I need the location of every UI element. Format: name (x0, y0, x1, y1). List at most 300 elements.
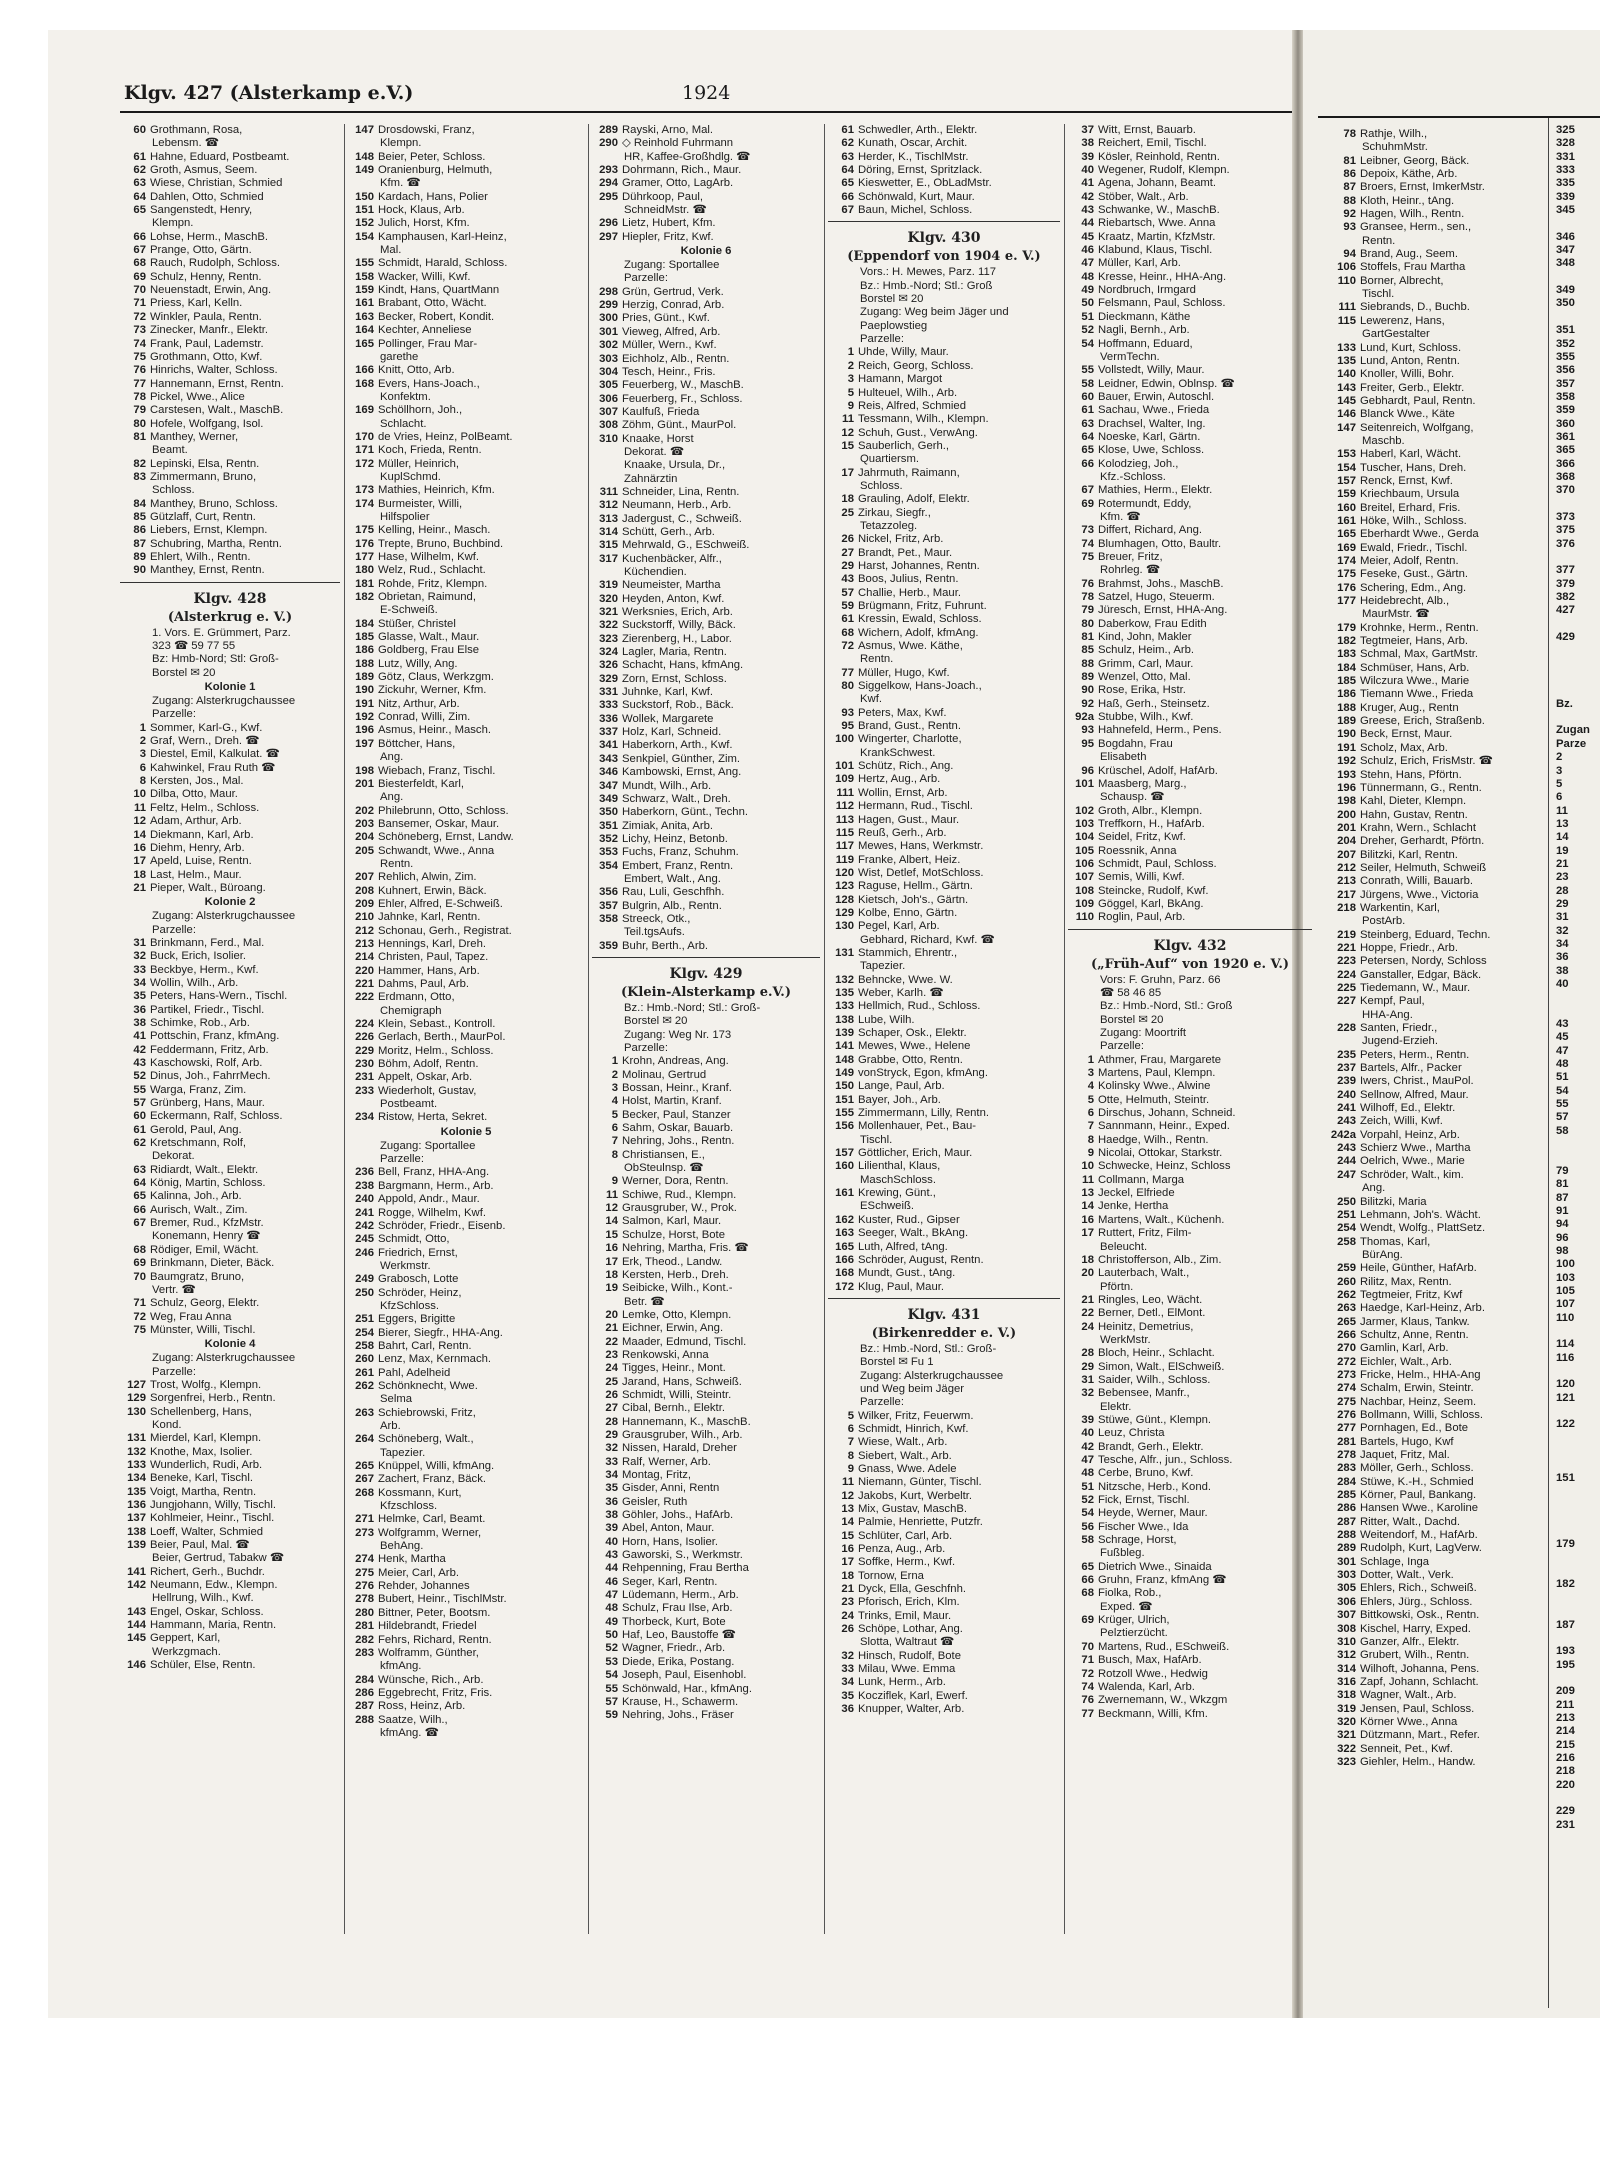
parcel-number: 39 (1081, 150, 1094, 163)
entry-text: Penza, Aug., Arb. (858, 1543, 946, 1556)
entry-text: Lube, Wilh. (858, 1013, 915, 1026)
entry-text: Pieper, Walt., Büroang. (150, 881, 266, 894)
parcel-number: 165 (1337, 528, 1356, 541)
parcel-number: 57 (605, 1695, 618, 1708)
directory-entry (120, 1392, 340, 1405)
directory-entry (828, 413, 1060, 426)
parcel-number: 43 (133, 1057, 146, 1069)
cutoff-entry: 5 (1556, 777, 1563, 790)
directory-entry (1068, 778, 1312, 791)
entry-text: Sommer, Karl-G., Kwf. (150, 721, 263, 734)
parcel-number: 299 (599, 299, 618, 312)
entry-text: Rathje, Wilh., (1360, 128, 1428, 140)
parcel-number: 141 (835, 1040, 854, 1053)
directory-entry (592, 1082, 820, 1095)
entry-continuation (592, 1162, 820, 1175)
parcel-number: 152 (355, 217, 374, 230)
parcel-number: 22 (1081, 1307, 1094, 1320)
parcel-number: 274 (1337, 1382, 1356, 1395)
directory-entry (348, 978, 584, 991)
directory-entry (592, 1336, 820, 1349)
directory-entry (592, 1683, 820, 1696)
directory-entry (592, 739, 820, 752)
directory-entry (1068, 1107, 1312, 1120)
entry-text: Ritter, Walt., Dachd. (1360, 1515, 1461, 1528)
cutoff-entry (1556, 1445, 1600, 1458)
entry-text: Zugang: Sportallee (380, 1139, 476, 1152)
directory-entry (828, 191, 1060, 204)
directory-entry (120, 311, 340, 324)
cutoff-entry: 345 (1556, 204, 1575, 217)
directory-entry (120, 1057, 340, 1070)
directory-entry (1068, 591, 1312, 604)
entry-text: Schwedler, Arth., Elektr. (858, 124, 978, 136)
parcel-number: 68 (133, 1243, 146, 1256)
parcel-number: 52 (1081, 324, 1094, 337)
parcel-number: 79 (1081, 604, 1094, 617)
parcel-number: 321 (1337, 1729, 1356, 1742)
directory-entry (348, 845, 584, 858)
entry-text: Tünnermann, G., Rentn. (1360, 781, 1482, 794)
entry-text: Stehn, Hans, Pförtn. (1360, 768, 1462, 781)
directory-entry (120, 324, 340, 337)
entry-text: Quartiersm. (860, 453, 920, 466)
entry-text: Frank, Paul, Lademstr. (150, 337, 264, 350)
parcel-number: 55 (133, 1083, 146, 1096)
entry-text: Lagler, Maria, Rentn. (622, 646, 727, 659)
directory-entry (120, 1379, 340, 1392)
directory-entry (348, 524, 584, 537)
entry-text: Fiolka, Rob., (1098, 1587, 1162, 1600)
directory-entry (120, 284, 340, 297)
parcel-number: 236 (355, 1166, 374, 1179)
parcel-number: 323 (1337, 1755, 1356, 1768)
entry-text: Manthey, Werner, (150, 430, 239, 443)
entry-text: Kfm. ☎ (380, 177, 421, 190)
entry-text: Abel, Anton, Maur. (622, 1522, 715, 1535)
entry-text: Henk, Martha (378, 1553, 446, 1566)
entry-text: Cibal, Bernh., Elektr. (622, 1402, 725, 1415)
entry-text: Lemke, Otto, Klempn. (622, 1308, 732, 1321)
parcel-number: 75 (1081, 551, 1094, 563)
entry-text: Erk, Theod., Landw. (622, 1255, 723, 1268)
entry-continuation (1068, 351, 1312, 364)
entry-text: Hamann, Margot (858, 373, 943, 386)
entry-text: Lebensm. ☎ (152, 137, 219, 150)
cutoff-entry: Zugan (1556, 724, 1590, 737)
entry-text: Pries, Günt., Kwf. (622, 312, 710, 325)
directory-entry (348, 765, 584, 778)
parcel-number: 66 (1081, 457, 1094, 470)
entry-text: Schiwe, Rud., Klempn. (622, 1188, 737, 1201)
entry-continuation (348, 1727, 584, 1740)
directory-entry (120, 271, 340, 284)
directory-entry (120, 297, 340, 310)
directory-entry (1068, 1254, 1312, 1267)
entry-text: Maasberg, Marg., (1098, 777, 1187, 790)
entry-text: Ehlers, Jürg., Schloss. (1360, 1595, 1473, 1608)
directory-entry (348, 671, 584, 684)
entry-text: Gruhn, Franz, kfmAng ☎ (1098, 1574, 1227, 1587)
entry-text: Rilitz, Max, Rentn. (1360, 1275, 1452, 1288)
parcel-number: 302 (599, 339, 618, 352)
entry-continuation (1068, 1627, 1312, 1640)
column-divider (344, 124, 345, 1934)
parcel-number: 219 (1337, 928, 1356, 941)
directory-entry (120, 802, 340, 815)
cutoff-entry (1556, 684, 1600, 697)
directory-entry (592, 1536, 820, 1549)
directory-entry (120, 748, 340, 761)
entry-text: Zugang: Alsterkrugchaussee (860, 1369, 1004, 1382)
entry-text: Renck, Ernst, Kwf. (1360, 474, 1453, 487)
directory-entry (592, 1496, 820, 1509)
parcel-number: 172 (355, 457, 374, 470)
parcel-number: 220 (355, 964, 374, 977)
entry-text: Kuhnert, Erwin, Bäck. (378, 884, 487, 897)
cutoff-entry: 335 (1556, 177, 1575, 190)
entry-text: KrankSchwest. (860, 746, 936, 759)
entry-text: Heidebrecht, Alb., (1360, 595, 1450, 608)
entry-text: Kersten, Jos., Mal. (150, 775, 244, 788)
directory-entry (348, 364, 584, 377)
entry-text: Boos, Julius, Rentn. (858, 573, 959, 586)
entry-continuation (592, 566, 820, 579)
parcel-number: 5 (847, 386, 854, 399)
parcel-number: 77 (841, 666, 854, 679)
entry-text: Grabbe, Otto, Rentn. (858, 1053, 963, 1066)
parcel-number: 38 (1081, 137, 1094, 150)
entry-continuation (592, 272, 820, 285)
entry-text: Krewing, Günt., (858, 1187, 936, 1200)
entry-text: Jarand, Hans, Schweiß. (622, 1375, 742, 1388)
entry-continuation (120, 484, 340, 497)
parcel-number: 160 (835, 1160, 854, 1173)
entry-text: Grün, Gertrud, Verk. (622, 285, 724, 298)
entry-continuation (348, 1393, 584, 1406)
directory-entry (592, 419, 820, 432)
entry-text: Grausgruber, Wilh., Arb. (622, 1428, 743, 1441)
entry-text: Peters, Herm., Rentn. (1360, 1048, 1470, 1061)
entry-text: ☎ 58 46 85 (1100, 986, 1162, 999)
entry-text: Sahm, Oskar, Bauarb. (622, 1122, 734, 1135)
entry-text: Knaake, Ursula, Dr., (624, 459, 726, 472)
parcel-number: 14 (133, 828, 146, 841)
directory-entry (592, 806, 820, 819)
entry-continuation (1068, 1547, 1312, 1560)
entry-text: Juhnke, Karl, Kwf. (622, 686, 714, 699)
entry-text: Borstel ✉ Fu 1 (860, 1356, 934, 1369)
directory-entry (1068, 378, 1312, 391)
parcel-number: 169 (1337, 541, 1356, 554)
directory-entry (828, 1147, 1060, 1160)
directory-entry (120, 1566, 340, 1579)
directory-entry (348, 1527, 584, 1540)
parcel-number: 285 (1337, 1489, 1356, 1502)
parcel-number: 22 (605, 1335, 618, 1348)
entry-text: Wilczura Wwe., Marie (1360, 675, 1470, 688)
parcel-number: 185 (1337, 675, 1356, 688)
directory-entry (348, 1607, 584, 1620)
entry-text: Zwernemann, W., Wkzgm (1098, 1694, 1228, 1707)
parcel-number: 13 (1081, 1187, 1094, 1200)
directory-entry (120, 1486, 340, 1499)
parcel-number: 66 (841, 190, 854, 203)
parcel-number: 74 (133, 337, 146, 350)
directory-entry (1068, 1574, 1312, 1587)
parcel-number: 139 (835, 1027, 854, 1039)
directory-entry (1068, 1654, 1312, 1667)
directory-entry (1068, 391, 1312, 404)
entry-continuation (592, 873, 820, 886)
entry-text: Lunk, Herm., Arb. (858, 1676, 946, 1689)
directory-entry (348, 1193, 584, 1206)
entry-text: Vors: F. Gruhn, Parz. 66 (1100, 973, 1221, 986)
parcel-number: 214 (355, 951, 374, 964)
directory-entry (828, 507, 1060, 520)
parcel-number: 16 (605, 1242, 618, 1255)
entry-continuation (828, 693, 1060, 706)
parcel-number: 140 (1337, 368, 1356, 381)
parcel-number: 86 (133, 524, 146, 537)
directory-entry (828, 124, 1060, 137)
entry-text: Dreher, Gerhardt, Pförtn. (1360, 835, 1485, 848)
entry-text: Beier, Paul, Mal. ☎ (150, 1539, 250, 1552)
cutoff-entry (1556, 1552, 1600, 1565)
directory-entry (1068, 818, 1312, 831)
parcel-number: 177 (1337, 595, 1356, 608)
parcel-number: 60 (133, 1110, 146, 1123)
entry-text: Brabant, Otto, Wächt. (378, 297, 487, 310)
entry-text: Werner, Dora, Rentn. (622, 1175, 729, 1188)
entry-text: Krause, H., Schawerm. (622, 1695, 739, 1708)
entry-text: Lilienthal, Klaus, (858, 1160, 941, 1173)
parcel-number: 293 (599, 164, 618, 177)
entry-text: Nehring, Johs., Rentn. (622, 1135, 735, 1148)
parcel-number: 21 (1081, 1293, 1094, 1306)
parcel-number: 301 (1337, 1555, 1356, 1568)
cutoff-entry (1556, 271, 1600, 284)
parcel-number: 138 (127, 1525, 146, 1538)
parcel-number: 62 (133, 1137, 146, 1150)
directory-column-5 (1068, 124, 1312, 2004)
cutoff-entry: 366 (1556, 457, 1575, 470)
directory-entry (592, 1642, 820, 1655)
directory-entry (592, 299, 820, 312)
directory-entry (828, 1410, 1060, 1423)
directory-entry (592, 833, 820, 846)
parcel-number: 48 (605, 1602, 618, 1615)
parcel-number: 155 (355, 257, 374, 270)
directory-entry (1068, 871, 1312, 884)
directory-entry (120, 1324, 340, 1337)
directory-entry (348, 1553, 584, 1566)
entry-text: Blanck Wwe., Käte (1360, 408, 1455, 421)
entry-text: HR, Kaffee-Großhdlg. ☎ (624, 150, 751, 163)
entry-text: Tesche, Alfr., jun., Schloss. (1098, 1454, 1233, 1466)
entry-text: Drosdowski, Franz, (378, 124, 475, 136)
parcel-number: 3 (139, 748, 146, 761)
entry-text: Gaworski, S., Werkmstr. (622, 1549, 743, 1562)
directory-entry (348, 658, 584, 671)
directory-entry (120, 498, 340, 511)
parcel-number: 67 (133, 244, 146, 257)
entry-text: Borstel ✉ 20 (860, 293, 924, 306)
entry-text: Milau, Wwe. Emma (858, 1663, 956, 1676)
colony-heading: Kolonie 4 (204, 1338, 256, 1351)
entry-text: Zimmermann, Bruno, (150, 470, 257, 483)
parcel-number: 110 (1075, 911, 1094, 924)
parcel-number: 32 (1081, 1387, 1094, 1400)
entry-text: Jarmer, Klaus, Tankw. (1360, 1315, 1470, 1328)
entry-continuation (1068, 751, 1312, 764)
entry-text: Nitzsche, Herb., Kond. (1098, 1480, 1212, 1493)
entry-continuation (828, 1200, 1060, 1213)
entry-text: Jüresch, Ernst, HHA-Ang. (1098, 604, 1228, 617)
entry-text: Tischl. (860, 1133, 893, 1146)
entry-text: Jakobs, Kurt, Werbeltr. (858, 1489, 973, 1502)
entry-text: Schmidt, Harald, Schloss. (378, 257, 508, 270)
directory-entry (828, 894, 1060, 907)
directory-entry (828, 1503, 1060, 1516)
entry-text: Haedge, Wilh., Rentn. (1098, 1133, 1209, 1146)
entry-text: Ehlert, Wilh., Rentn. (150, 551, 251, 563)
parcel-number: 115 (1337, 314, 1356, 327)
cutoff-entry (1556, 1151, 1600, 1164)
entry-text: Bittner, Peter, Bootsm. (378, 1606, 491, 1619)
parcel-number: 149 (835, 1067, 854, 1080)
entry-text: Sellnow, Alfred, Maur. (1360, 1088, 1469, 1101)
directory-entry (828, 880, 1060, 893)
entry-continuation (828, 453, 1060, 466)
entry-text: Ross, Heinz, Arb. (378, 1700, 466, 1713)
cutoff-entry: 31 (1556, 911, 1569, 924)
entry-text: Sannmann, Heinr., Exped. (1098, 1120, 1230, 1133)
parcel-number: 240 (1337, 1088, 1356, 1101)
parcel-number: 179 (1337, 621, 1356, 634)
right-column-divider (1548, 118, 1549, 2008)
parcel-number: 239 (1337, 1075, 1356, 1088)
directory-entry (348, 684, 584, 697)
directory-entry (1068, 1467, 1312, 1480)
parcel-number: 38 (605, 1509, 618, 1522)
parcel-number: 133 (127, 1458, 146, 1471)
cutoff-entry: 14 (1556, 831, 1569, 844)
directory-entry (828, 907, 1060, 920)
parcel-number: 169 (355, 404, 374, 417)
entry-continuation (828, 747, 1060, 760)
parcel-number: 17 (605, 1255, 618, 1268)
entry-text: Buck, Erich, Isolier. (150, 950, 247, 963)
directory-entry (592, 1269, 820, 1282)
directory-entry (120, 1539, 340, 1552)
directory-entry (1068, 1587, 1312, 1600)
directory-entry (1068, 297, 1312, 310)
parcel-number: 25 (841, 506, 854, 519)
entry-text: Rentn. (1362, 234, 1396, 247)
entry-text: Kaschowski, Rolf, Arb. (150, 1057, 263, 1069)
header-rule (120, 111, 1292, 113)
entry-text: Stammich, Ehrentr., (858, 946, 958, 959)
directory-entry (828, 1000, 1060, 1013)
parcel-number: 329 (599, 672, 618, 685)
entry-continuation (828, 266, 1060, 279)
parcel-number: 254 (1337, 1222, 1356, 1235)
entry-text: Roessnik, Anna (1098, 844, 1177, 857)
directory-entry (348, 1580, 584, 1593)
parcel-number: 284 (1337, 1475, 1356, 1488)
directory-entry (1068, 418, 1312, 431)
directory-entry (348, 1367, 584, 1380)
directory-entry (828, 400, 1060, 413)
parcel-number: 131 (835, 946, 854, 959)
cutoff-entry: 211 (1556, 1698, 1575, 1711)
entry-text: Rayski, Arno, Mal. (622, 124, 714, 136)
entry-text: Breitel, Erhard, Fris. (1360, 501, 1461, 514)
entry-text: Knitt, Otto, Arb. (378, 364, 455, 377)
directory-entry (1068, 1681, 1312, 1694)
parcel-number: 48 (1081, 270, 1094, 283)
parcel-number: 105 (1075, 844, 1094, 857)
entry-text: Pforisch, Erich, Klm. (858, 1596, 960, 1609)
directory-entry (828, 1490, 1060, 1503)
entry-text: Sorgenfrei, Herb., Rentn. (150, 1392, 276, 1405)
cutoff-entry: 209 (1556, 1685, 1575, 1698)
parcel-number: 148 (355, 150, 374, 163)
directory-entry (348, 217, 584, 230)
entry-text: Hinsch, Rudolf, Bote (858, 1649, 961, 1662)
entry-text: Parzelle: (624, 272, 668, 285)
directory-entry (592, 553, 820, 566)
entry-text: Maader, Edmund, Tischl. (622, 1335, 747, 1348)
parcel-number: 61 (133, 1123, 146, 1136)
entry-text: Jungjohann, Willy, Tischl. (150, 1499, 276, 1511)
parcel-number: 173 (355, 484, 374, 497)
entry-text: Wilker, Fritz, Feuerwm. (858, 1409, 974, 1422)
entry-text: Siebrands, D., Buchb. (1360, 301, 1470, 314)
entry-text: Glasse, Walt., Maur. (378, 631, 480, 644)
parcel-number: 315 (599, 539, 618, 552)
entry-text: Wiese, Christian, Schmied (150, 177, 283, 190)
parcel-number: 259 (1337, 1262, 1356, 1275)
parcel-number: 80 (1081, 617, 1094, 630)
entry-text: Haedge, Karl-Heinz, Arb. (1360, 1302, 1485, 1315)
entry-text: Lüdemann, Herm., Arb. (622, 1589, 739, 1602)
parcel-number: 273 (355, 1526, 374, 1539)
entry-text: Kietsch, Joh's., Gärtn. (858, 893, 969, 906)
entry-text: Steinberg, Eduard, Techn. (1360, 928, 1491, 941)
directory-entry (828, 760, 1060, 773)
entry-text: Schneider, Lina, Rentn. (622, 485, 740, 498)
entry-continuation (592, 473, 820, 486)
directory-entry (120, 1084, 340, 1097)
parcel-number: 142 (127, 1579, 146, 1592)
entry-text: Santen, Friedr., (1360, 1022, 1438, 1035)
parcel-number: 226 (355, 1031, 374, 1044)
directory-entry (592, 1629, 820, 1642)
parcel-number: 63 (1081, 417, 1094, 430)
entry-text: Palmie, Henriette, Putzfr. (858, 1516, 983, 1529)
parcel-number: 284 (355, 1673, 374, 1686)
parcel-number: 189 (355, 671, 374, 684)
entry-text: Fischer Wwe., Ida (1098, 1520, 1189, 1533)
parcel-number: 44 (605, 1562, 618, 1575)
parcel-number: 5 (847, 1409, 854, 1422)
parcel-number: 212 (355, 924, 374, 937)
parcel-number: 33 (133, 963, 146, 976)
entry-continuation (120, 1419, 340, 1432)
entry-continuation (592, 1296, 820, 1309)
